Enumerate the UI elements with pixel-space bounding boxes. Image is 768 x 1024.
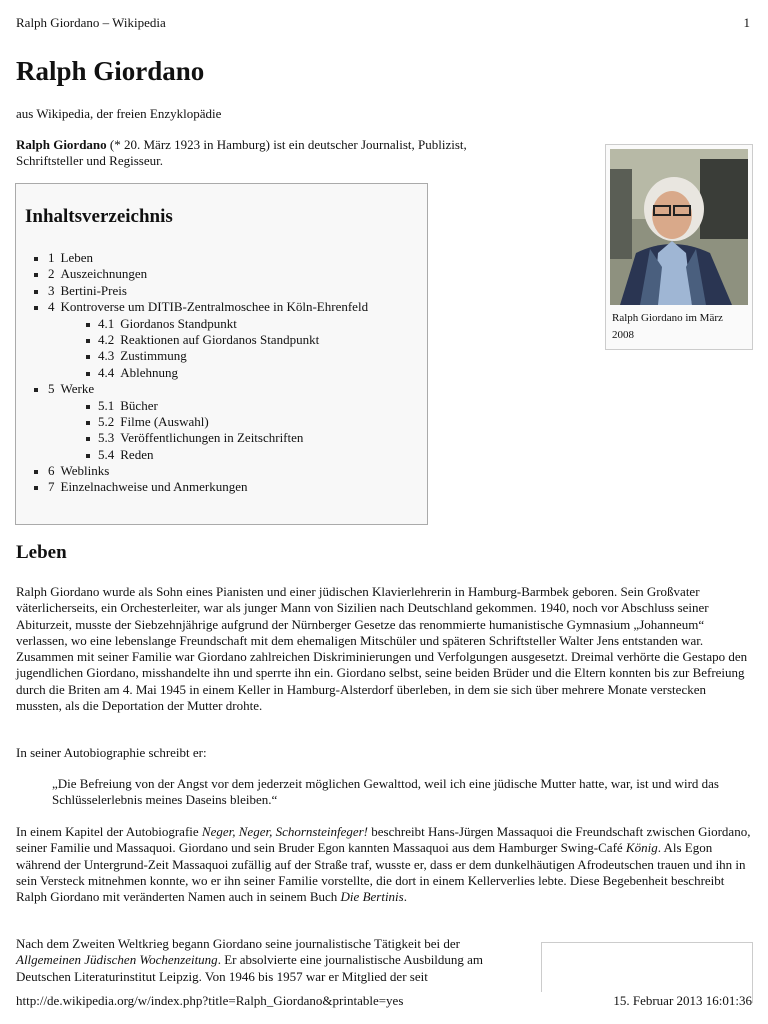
page-number: 1 (743, 15, 750, 30)
p3-book-title[interactable]: Neger, Neger, Schornsteinfeger! (201, 824, 369, 839)
toc-item[interactable] (48, 463, 368, 479)
toc-item-label[interactable]: Filme (Auswahl) (120, 413, 209, 429)
toc-item-label[interactable]: Bertini-Preis (60, 282, 127, 298)
p3-text-d: . (403, 889, 407, 905)
toc-item-label[interactable]: Auszeichnungen (60, 266, 148, 282)
toc-list (48, 250, 368, 496)
toc-item[interactable] (48, 283, 368, 299)
intro-bold-name: Ralph Giordano (16, 137, 107, 152)
toc-item-label[interactable]: Giordanos Standpunkt (120, 315, 237, 331)
toc-item-label[interactable]: Leben (60, 250, 93, 265)
toc-subitem[interactable] (48, 398, 368, 414)
toc-item-number: 2 (48, 266, 55, 282)
toc-item-label[interactable]: Zustimmung (120, 348, 187, 364)
toc-subitem[interactable] (48, 365, 368, 381)
toc-title: Inhaltsverzeichnis (25, 206, 173, 227)
p3-cafe-name: König (625, 840, 658, 856)
toc-item-label[interactable]: Ablehnung (120, 364, 179, 380)
portrait-photo[interactable] (610, 149, 748, 305)
paragraph-leben-3 (16, 824, 752, 905)
blockquote: „Die Befreiung von der Angst vor dem jederzeit möglichen Gewalttod, weil ich eine jüdische Mutter hatte, war, ist und wird das Schlüsselerlebnis meines Daseins bleiben.“ (52, 776, 719, 808)
print-header (16, 15, 750, 31)
toc-subitem[interactable] (48, 414, 368, 430)
toc-subitem[interactable] (48, 447, 368, 463)
thumbnail-caption: Ralph Giordano im März 2008 (612, 312, 723, 341)
toc-item-label[interactable]: Veröffentlichungen in Zeitschriften (120, 430, 304, 446)
paragraph-leben-2: In seiner Autobiographie schreibt er: (16, 745, 207, 760)
toc-item-number: 4 (48, 299, 55, 315)
p3-text-b: beschreibt Hans-Jürgen Massaquoi die Freundschaft zwischen Giordano, seiner Familie und Massaquoi. Giordano und sein Bruder Egon kannten Massaquoi aus dem Hamburger Swing-Café (16, 824, 751, 856)
toc-item-number: 6 (48, 463, 55, 479)
p4-text-a: Nach dem Zweiten Weltkrieg begann Giordano seine journalistische Tätigkeit bei der (16, 936, 460, 951)
toc-item-label[interactable]: Kontroverse um DITIB-Zentralmoschee in Köln-Ehrenfeld (60, 299, 369, 315)
page-title: Ralph Giordano (16, 56, 205, 86)
toc-subitem[interactable] (48, 348, 368, 364)
header-title: Ralph Giordano – Wikipedia (16, 15, 166, 30)
toc-item-number: 5.1 (98, 397, 115, 413)
section-heading-leben: Leben (16, 542, 67, 563)
p4-text-b: . Er absolvierte eine journalistische Ausbildung am Deutschen Literaturinstitut Leipzig. Von 1946 bis 1957 war er Mitglied der seit (16, 952, 484, 984)
print-footer (16, 992, 752, 1009)
table-of-contents (15, 183, 428, 525)
toc-item-number: 4.2 (98, 331, 115, 347)
intro-text: (* 20. März 1923 in Hamburg) ist ein deutscher Journalist, Publizist, Schriftsteller und Regisseur. (16, 137, 467, 168)
toc-subitem[interactable] (48, 430, 368, 446)
toc-item-number: 4.1 (98, 315, 115, 331)
paragraph-leben-4 (16, 936, 526, 985)
toc-item-number: 5.2 (98, 413, 115, 429)
toc-subitem[interactable] (48, 332, 368, 348)
paragraph-leben-1: Ralph Giordano wurde als Sohn eines Pianisten und einer jüdischen Klavierlehrerin in Hamburg-Barmbek geboren. Sein Großvater väterlicherseits, ein Orchesterleiter, war als junger Mann von Sizilien nach Deutschland gekommen. 1940, noch vor Abschluss seiner Abiturzeit, musste der Siebzehnjährige aufgrund der Nürnberger Gesetze das renommierte humanistische Gymnasium „Johanneum“ verlassen, wo eine lebenslange Freundschaft mit dem ehemaligen Mitschüler und späteren Schriftsteller Walter Jens entstanden war. Zusammen mit seiner Familie war Giordano zahlreichen Diskriminierungen und Verfolgungen ausgesetzt. Dreimal verhörte die Gestapo den jugendlichen Giordano, misshandelte ihn und sperrte ihn ein. Giordano selbst, seine beiden Brüder und die Eltern konnten bis zur Befreiung durch die Briten am 4. Mai 1945 in einem Keller in Hamburg-Alsterdorf überleben, in dem sie sich über mehrere Monate verstecken mussten, als die Deportation der Mutter drohte. (16, 584, 748, 714)
p3-book-bertinis[interactable]: Die Bertinis (340, 889, 404, 905)
toc-item-label[interactable]: Reaktionen auf Giordanos Standpunkt (120, 331, 320, 347)
thumbnail-box (605, 144, 753, 350)
toc-item-number: 4.4 (98, 364, 115, 380)
portrait-illustration (610, 149, 748, 305)
toc-item-number: 5.4 (98, 446, 115, 462)
toc-item-number: 3 (48, 282, 55, 298)
toc-item[interactable] (48, 299, 368, 315)
toc-item[interactable] (48, 381, 368, 397)
toc-item-number: 1 (48, 250, 55, 265)
toc-item-label[interactable]: Einzelnachweise und Anmerkungen (60, 479, 248, 495)
p3-text-a: In einem Kapitel der Autobiografie (16, 824, 202, 839)
toc-subitem[interactable] (48, 316, 368, 332)
toc-item[interactable] (48, 250, 368, 266)
toc-item-label[interactable]: Reden (120, 446, 154, 462)
toc-item-number: 4.3 (98, 348, 115, 364)
footer-url[interactable]: http://de.wikipedia.org/w/index.php?title=Ralph_Giordano&printable=yes (16, 993, 404, 1008)
page-subtitle: aus Wikipedia, der freien Enzyklopädie (16, 106, 222, 121)
toc-item-label[interactable]: Bücher (120, 397, 158, 413)
footer-timestamp: 15. Februar 2013 16:01:36 (613, 993, 752, 1008)
intro-paragraph (16, 137, 526, 169)
toc-item-label[interactable]: Werke (60, 381, 95, 397)
toc-item[interactable] (48, 479, 368, 495)
toc-item[interactable] (48, 266, 368, 282)
p3-text-c: . Als Egon während der Untergrund-Zeit Massaquoi zufällig auf der Straße traf, wusste er, dass er dem dunkelhäutigen Afrodeutschen trauen und ihn in sein Versteck mitnehmen konnte, wo er ihn seiner Familie vorstellte, die dort in einem Kellerverlies lebte. Diese Begebenheit beschreibt Ralph Giordano mit veränderten Namen auch in seinem Buch (16, 840, 746, 905)
toc-item-number: 5 (48, 381, 55, 397)
toc-item-number: 5.3 (98, 430, 115, 446)
toc-item-number: 7 (48, 479, 55, 495)
p4-newspaper[interactable]: Allgemeinen Jüdischen Wochenzeitung (16, 952, 218, 968)
toc-item-label[interactable]: Weblinks (60, 463, 110, 479)
